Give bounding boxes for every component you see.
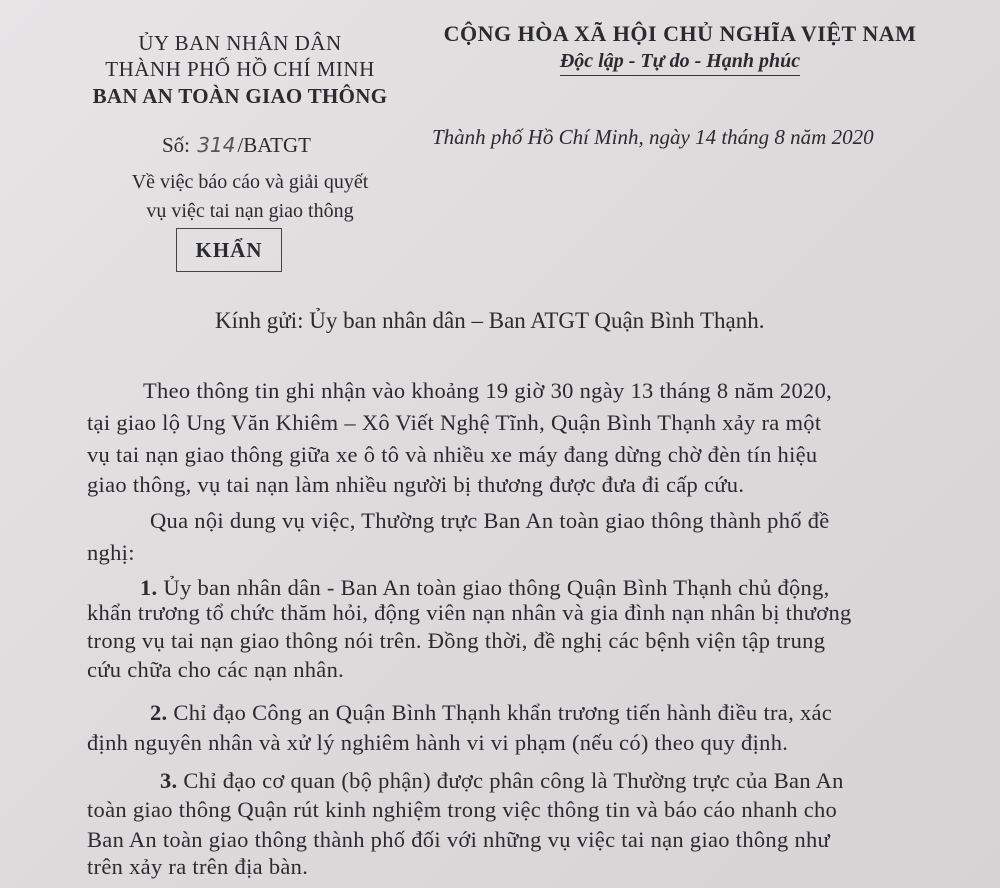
body-line: khẩn trương tổ chức thăm hỏi, động viên nạn nhân và gia đình nạn nhân bị thương [87, 600, 852, 625]
agency-line-1: ỦY BAN NHÂN DÂN [138, 31, 342, 55]
document-number-handwritten: 314 [197, 133, 236, 157]
list-item-1-number: 1. [140, 575, 158, 600]
national-header [440, 20, 920, 76]
list-item-1-first-line [140, 575, 830, 601]
body-line: tại giao lộ Ung Văn Khiêm – Xô Viết Nghệ Tĩnh, Quận Bình Thạnh xảy ra một [87, 410, 822, 435]
agency-line-3: BAN AN TOÀN GIAO THÔNG [92, 84, 388, 108]
body-line: toàn giao thông Quận rút kinh nghiệm trong việc thông tin và báo cáo nhanh cho [87, 797, 838, 822]
list-item-3-first-line [160, 768, 844, 794]
national-title: CỘNG HÒA XÃ HỘI CHỦ NGHĨA VIỆT NAM [443, 21, 917, 46]
list-item-3-number: 3. [160, 768, 178, 793]
document-subject [100, 168, 400, 226]
body-line: định nguyên nhân và xử lý nghiêm hành vi vi phạm (nếu có) theo quy định. [87, 730, 789, 755]
urgent-stamp: KHẨN [176, 228, 282, 272]
subject-line-1: Về việc báo cáo và giải quyết [131, 171, 369, 193]
recipient-line: Kính gửi: Ủy ban nhân dân – Ban ATGT Quận Bình Thạnh. [215, 308, 765, 333]
body-line: Ủy ban nhân dân - Ban An toàn giao thông Quận Bình Thạnh chủ động, [163, 575, 830, 600]
body-line: nghị: [87, 540, 135, 565]
document-number [162, 133, 311, 158]
body-line: Theo thông tin ghi nhận vào khoảng 19 giờ 30 ngày 13 tháng 8 năm 2020, [143, 378, 833, 403]
list-item-2-first-line [150, 700, 832, 726]
body-line: Chỉ đạo Công an Quận Bình Thạnh khẩn trương tiến hành điều tra, xác [173, 700, 833, 725]
body-line: cứu chữa cho các nạn nhân. [87, 657, 345, 682]
agency-line-2: THÀNH PHỐ HỒ CHÍ MINH [105, 57, 375, 81]
document-number-suffix: /BATGT [237, 133, 311, 157]
subject-line-2: vụ việc tai nạn giao thông [146, 200, 354, 222]
list-item-2-number: 2. [150, 700, 168, 725]
body-line: trong vụ tai nạn giao thông nói trên. Đồng thời, đề nghị các bệnh viện tập trung [87, 628, 826, 653]
body-line: giao thông, vụ tai nạn làm nhiều người bị thương được đưa đi cấp cứu. [87, 472, 745, 497]
document-date: Thành phố Hồ Chí Minh, ngày 14 tháng 8 năm 2020 [432, 125, 874, 149]
body-line: vụ tai nạn giao thông giữa xe ô tô và nhiều xe máy đang dừng chờ đèn tín hiệu [87, 442, 818, 467]
body-line: Chỉ đạo cơ quan (bộ phận) được phân công là Thường trực của Ban An [183, 768, 844, 793]
issuing-agency-header [70, 30, 410, 110]
body-line: trên xảy ra trên địa bàn. [87, 854, 309, 879]
national-motto: Độc lập - Tự do - Hạnh phúc [560, 48, 800, 76]
body-line: Qua nội dung vụ việc, Thường trực Ban An toàn giao thông thành phố đề [150, 508, 830, 533]
body-line: Ban An toàn giao thông thành phố đối với những vụ việc tai nạn giao thông như [87, 827, 831, 852]
document-number-prefix: Số: [162, 133, 191, 157]
